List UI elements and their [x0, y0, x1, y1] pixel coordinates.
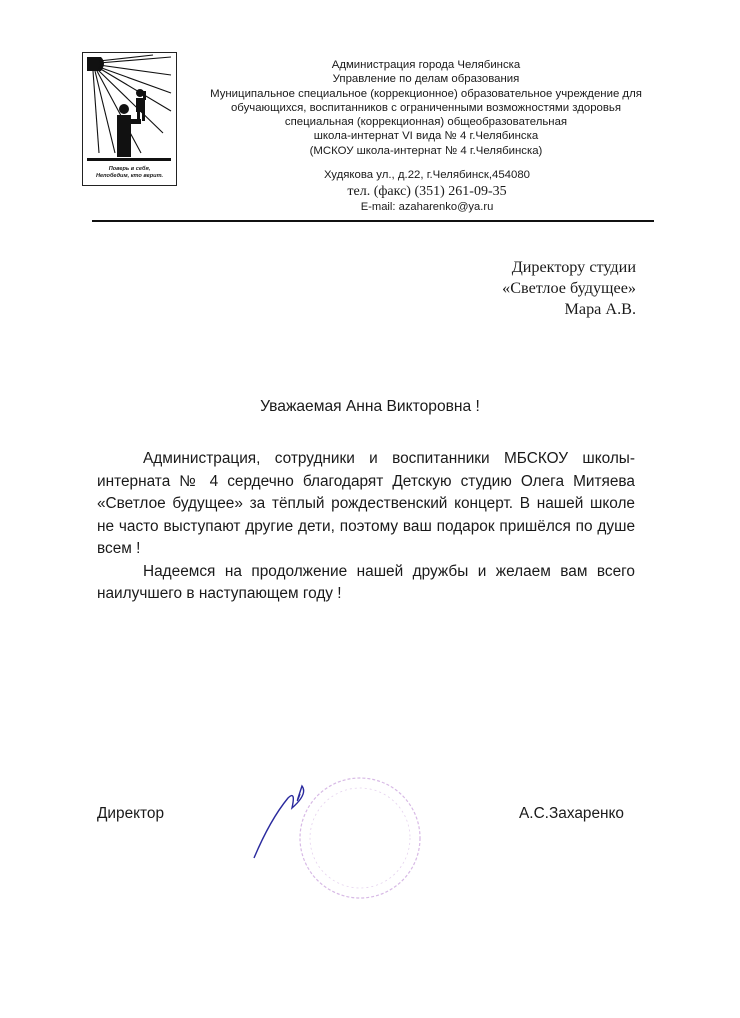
- address: Худякова ул., д.22, г.Челябинск,454080: [323, 169, 531, 181]
- header-line: специальная (коррекционная) общеобразовательная: [284, 116, 568, 129]
- signatory-name: А.С.Захаренко: [519, 805, 624, 822]
- signature-icon: [254, 786, 304, 858]
- salutation: Уважаемая Анна Викторовна !: [260, 398, 480, 415]
- signatory-role: Директор: [97, 805, 165, 822]
- contact-block: [262, 168, 592, 215]
- email: E-mail: azaharenko@ya.ru: [360, 201, 494, 213]
- header-line: Администрация города Челябинска: [331, 59, 521, 71]
- header-line: Управление по делам образования: [332, 73, 520, 86]
- header-divider: [92, 220, 654, 222]
- round-stamp-icon: [240, 750, 440, 900]
- logo-motto: [85, 166, 174, 180]
- motto-line: Непобедим, кто верит.: [95, 173, 164, 179]
- addressee-line: «Светлое будущее»: [502, 279, 636, 297]
- addressee-line: Мара А.В.: [564, 300, 636, 318]
- addressee-block: [502, 257, 636, 320]
- body-paragraph: Администрация, сотрудники и воспитанники МБСКОУ школы-интерната № 4 сердечно благодарят Детскую студию Олега Митяева «Светлое будущее» за тёплый рождественский концерт. В нашей школе не часто выступают другие дети, поэтому ваш подарок пришёлся по душе всем !: [97, 450, 635, 557]
- organization-header: [196, 58, 656, 158]
- header-line: (МСКОУ школа-интернат № 4 г.Челябинска): [309, 144, 543, 157]
- header-line: школа-интернат VI вида № 4 г.Челябинска: [313, 130, 539, 143]
- school-logo: [82, 52, 177, 186]
- sun-rays-parent-child-logo-icon: [83, 53, 175, 165]
- phone: тел. (факс) (351) 261-09-35: [347, 184, 507, 199]
- header-line: обучающихся, воспитанников с ограниченными возможностями здоровья: [230, 101, 622, 114]
- header-line: Муниципальное специальное (коррекционное) образовательное учреждение для: [210, 87, 642, 100]
- body-paragraph: Надеемся на продолжение нашей дружбы и желаем вам всего наилучшего в наступающем году !: [97, 562, 635, 602]
- addressee-line: Директору студии: [511, 258, 636, 276]
- motto-line: Поверь в себя,: [108, 166, 151, 172]
- letter-body: [97, 448, 635, 606]
